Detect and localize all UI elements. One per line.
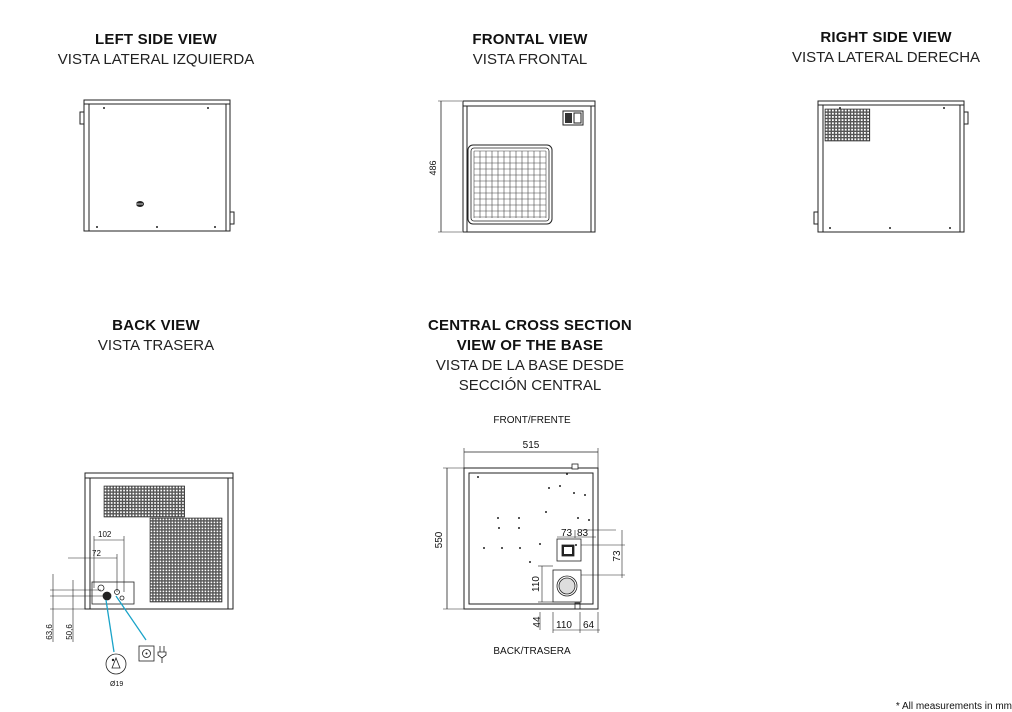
base-dim-83: 83 bbox=[577, 528, 589, 539]
base-front-label: FRONT/FRENTE bbox=[493, 415, 571, 426]
back-view-title-en: BACK VIEW bbox=[112, 317, 200, 334]
left-view-title-en: LEFT SIDE VIEW bbox=[95, 31, 217, 48]
base-dim-110-vertical: 110 bbox=[531, 576, 542, 592]
back-dim-102: 102 bbox=[98, 530, 112, 539]
base-view-title-en-2: VIEW OF THE BASE bbox=[456, 337, 604, 354]
base-back-label: BACK/TRASERA bbox=[493, 646, 571, 657]
back-dim-50-6: 50,6 bbox=[65, 624, 74, 640]
left-view-title-es: VISTA LATERAL IZQUIERDA bbox=[57, 51, 255, 68]
base-dim-64: 64 bbox=[583, 620, 595, 631]
base-control-module bbox=[557, 539, 581, 561]
back-view-title-es: VISTA TRASERA bbox=[97, 337, 215, 354]
back-dim-63-6: 63,6 bbox=[45, 624, 54, 640]
base-view-title-en-1: CENTRAL CROSS SECTION bbox=[428, 317, 632, 334]
base-dim-73a: 73 bbox=[561, 528, 573, 539]
base-dim-515: 515 bbox=[522, 440, 540, 451]
back-dim-72: 72 bbox=[92, 549, 101, 558]
right-view-title-es: VISTA LATERAL DERECHA bbox=[791, 49, 981, 66]
base-dim-550: 550 bbox=[434, 531, 445, 549]
measurement-footnote: * All measurements in mm bbox=[895, 701, 1012, 712]
base-dim-44: 44 bbox=[532, 616, 543, 628]
front-height-dim: 486 bbox=[428, 160, 438, 176]
front-view-title-es: VISTA FRONTAL bbox=[472, 51, 588, 68]
back-dim-19: Ø19 bbox=[110, 681, 124, 688]
right-view-title-en: RIGHT SIDE VIEW bbox=[820, 29, 952, 46]
base-view-title-es-2: SECCIÓN CENTRAL bbox=[458, 377, 602, 394]
base-dim-73b: 73 bbox=[612, 550, 623, 562]
front-view-title-en: FRONTAL VIEW bbox=[472, 31, 588, 48]
base-view-title-es-1: VISTA DE LA BASE DESDE bbox=[435, 357, 625, 374]
base-dim-110-horizontal: 110 bbox=[556, 620, 572, 631]
base-drain-module bbox=[553, 570, 581, 609]
